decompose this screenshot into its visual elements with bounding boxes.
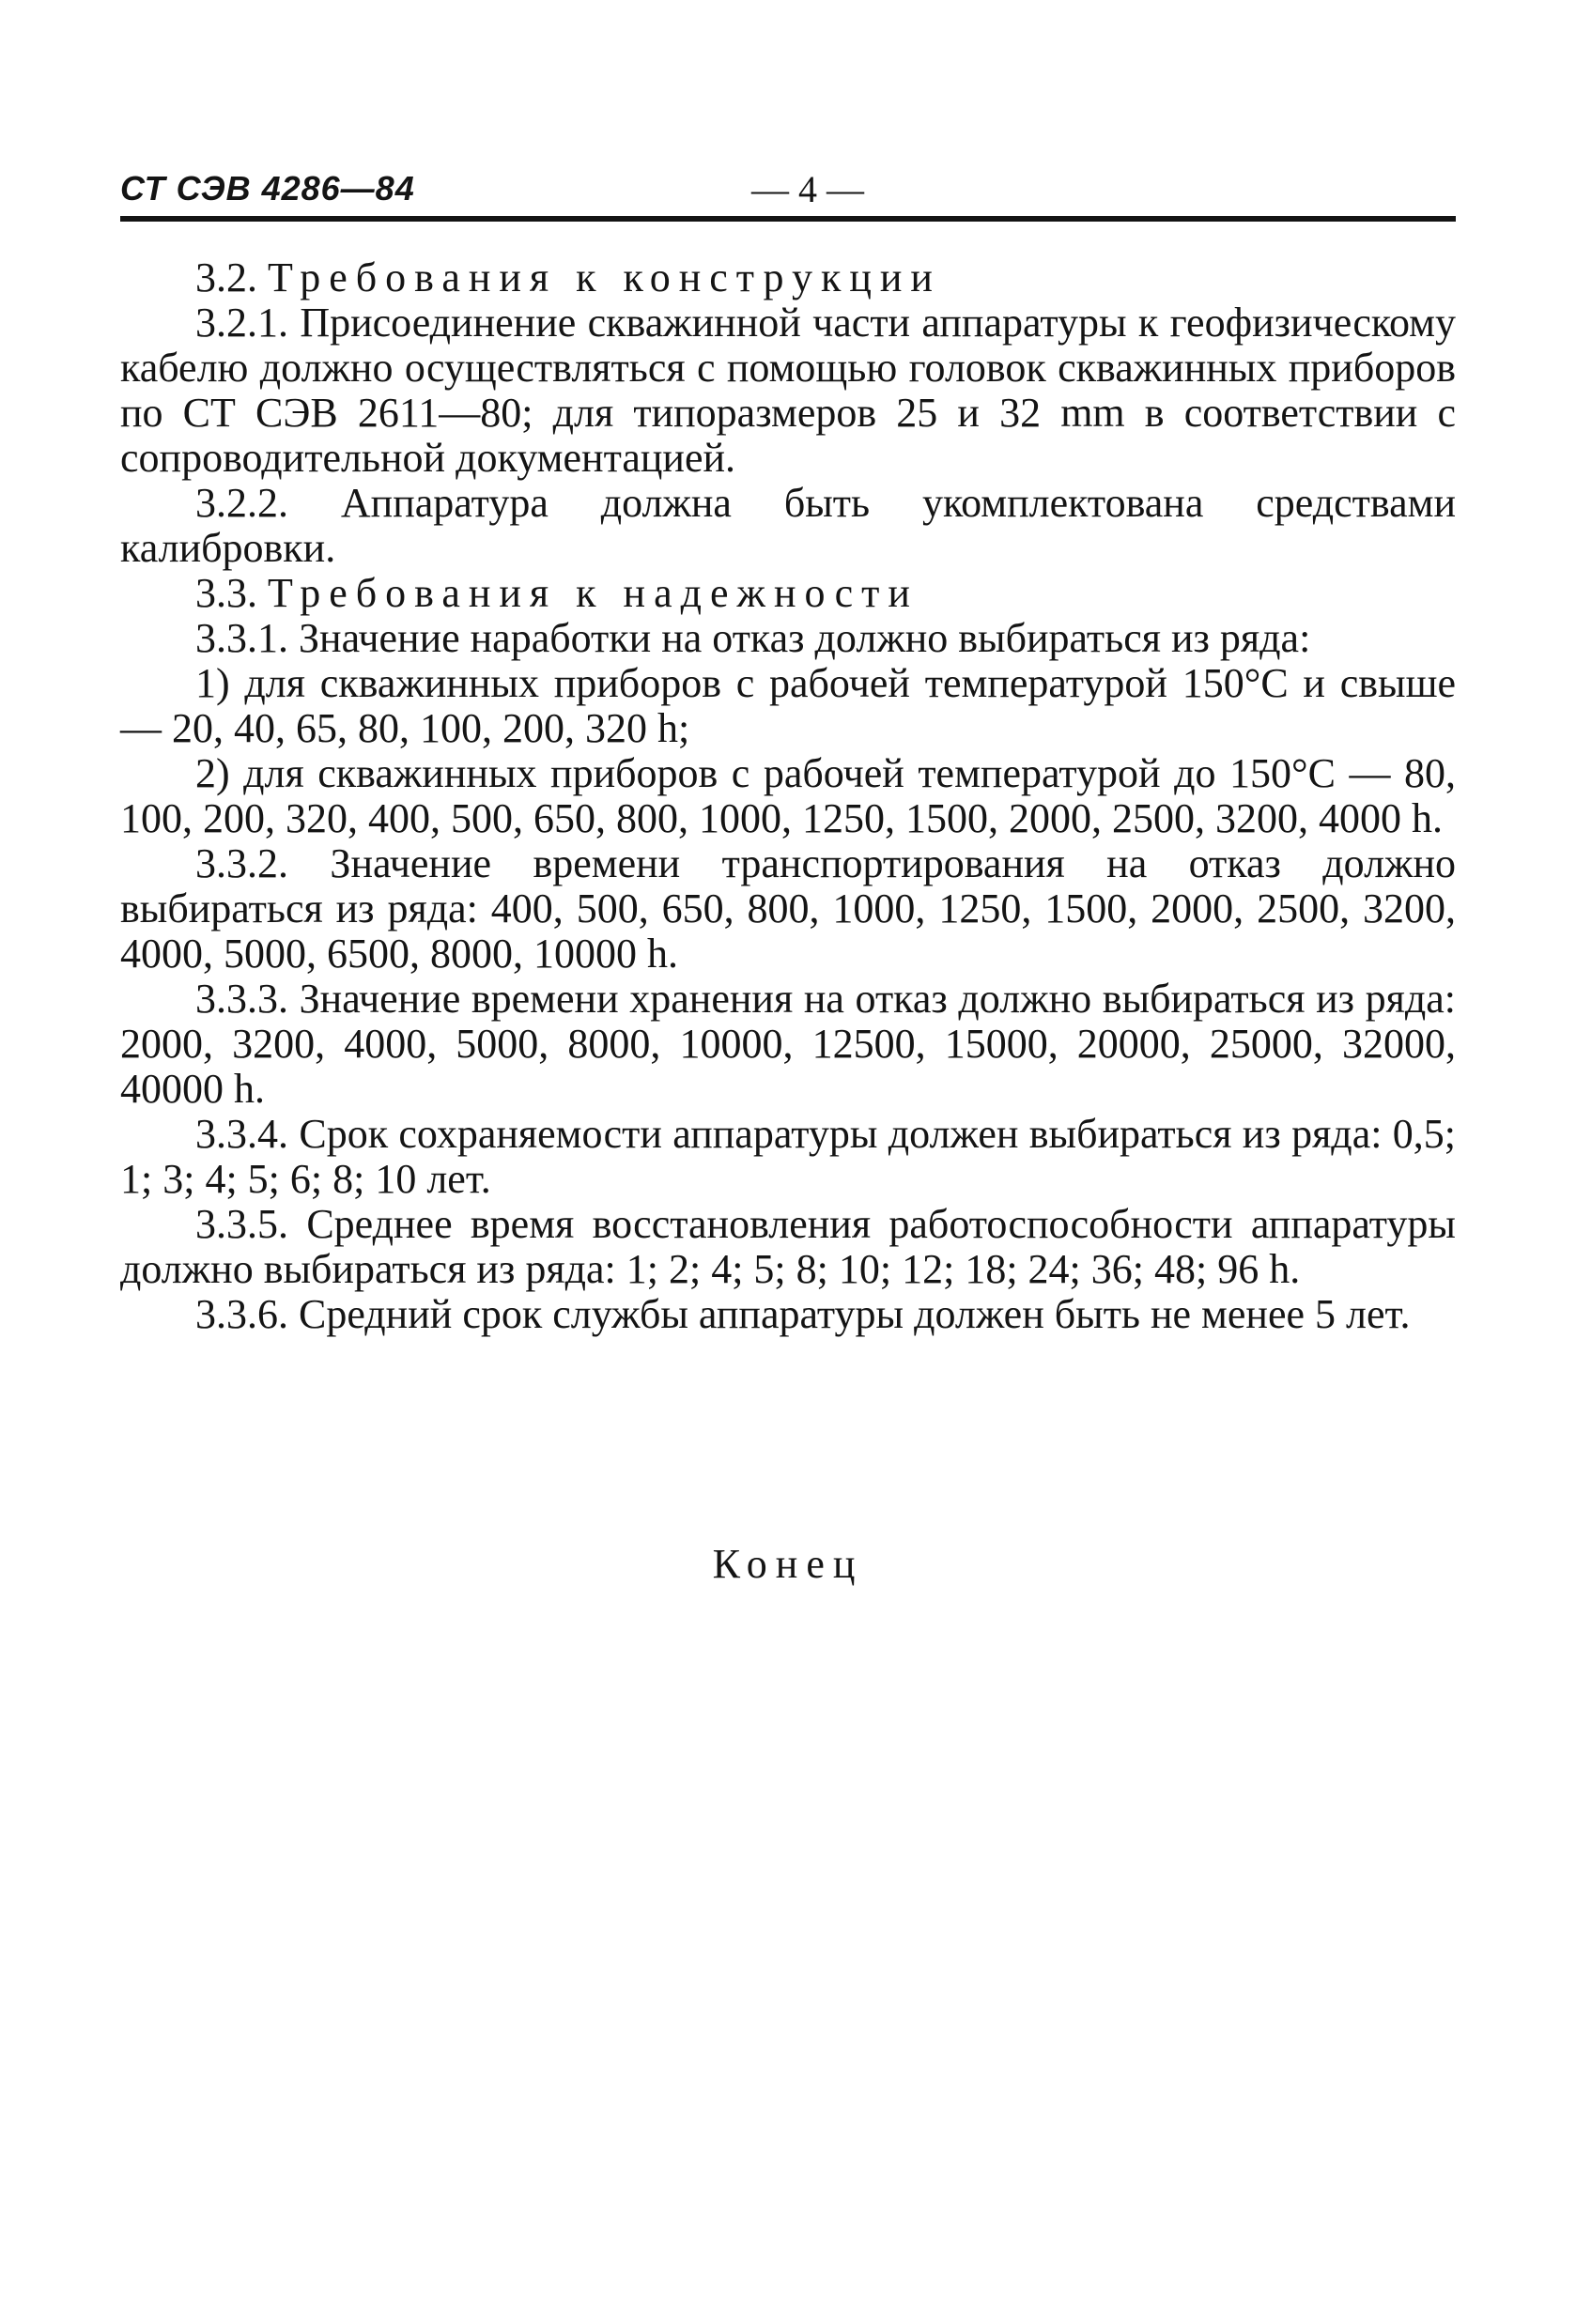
section-number: 3.3. [195,570,257,616]
paragraph-3-3-5 [120,1202,1456,1292]
paragraph-3-3-1 [120,616,1456,661]
clause-text: Срок сохраняемости аппаратуры должен выбираться из ряда: 0,5; 1; 3; 4; 5; 6; 8; 10 лет. [120,1111,1457,1202]
paragraph-3-3-6 [120,1292,1456,1337]
paragraph-3-3-3 [120,977,1456,1112]
list-item-1: 1) для скважинных приборов с рабочей температурой 150°С и свыше — 20, 40, 65, 80, 100, 200, 320 h; [120,660,1456,751]
clause-number: 3.3.6. [195,1291,288,1337]
clause-number: 3.3.2. [195,840,288,886]
clause-text: Значение времени хранения на отказ должно выбираться из ряда: 2000, 3200, 4000, 5000, 8000, 10000, 12500, 15000, 20000, 25000, 32000, 40000 h. [120,976,1457,1112]
section-heading-3-3 [120,571,1456,616]
paragraph-3-2-2 [120,481,1456,571]
clause-text: Аппаратура должна быть укомплектована средствами калибровки. [120,480,1456,571]
clause-text: Средний срок службы аппаратуры должен быть не менее 5 лет. [299,1291,1411,1337]
list-item-2: 2) для скважинных приборов с рабочей температурой до 150°С — 80, 100, 200, 320, 400, 500, 650, 800, 1000, 1250, 1500, 2000, 2500, 3200, 4000 h. [120,750,1456,841]
clause-number: 3.2.1. [195,300,288,346]
clause-text: Значение наработки на отказ должно выбираться из ряда: [299,615,1311,661]
clause-number: 3.2.2. [195,480,288,526]
paragraph-3-3-4 [120,1112,1456,1202]
clause-text: Среднее время восстановления работоспособности аппаратуры должно выбираться из ряда: 1; 2; 4; 5; 8; 10; 12; 18; 24; 36; 48; 96 h. [120,1201,1456,1292]
paragraph-3-2-1 [120,300,1456,481]
section-title: Требования к конструкции [268,254,941,300]
header-rule [120,216,1456,222]
end-mark: Конец [712,1541,864,1587]
clause-number: 3.3.4. [195,1111,288,1157]
clause-number: 3.3.5. [195,1201,288,1247]
page-number: — 4 — [751,168,864,210]
section-heading-3-2 [120,255,1456,300]
page-header [120,160,1456,212]
paragraph-3-3-2 [120,841,1456,977]
clause-number: 3.3.1. [195,615,288,661]
clause-text: Значение времени транспортирования на отказ должно выбираться из ряда: 400, 500, 650, 800, 1000, 1250, 1500, 2000, 2500, 3200, 4000, 5000, 6500, 8000, 10000 h. [120,840,1457,977]
document-body [120,255,1456,1337]
standard-id: СТ СЭВ 4286—84 [120,169,415,208]
section-number: 3.2. [195,254,257,300]
clause-text: Присоединение скважинной части аппаратуры к геофизическому кабелю должно осуществляться с помощью головок скважинных приборов по СТ СЭВ 2611—80; для типоразмеров 25 и 32 mm в соответствии с сопроводительной документацией. [120,300,1456,481]
section-title: Требования к надежности [268,570,919,616]
clause-number: 3.3.3. [195,976,288,1022]
